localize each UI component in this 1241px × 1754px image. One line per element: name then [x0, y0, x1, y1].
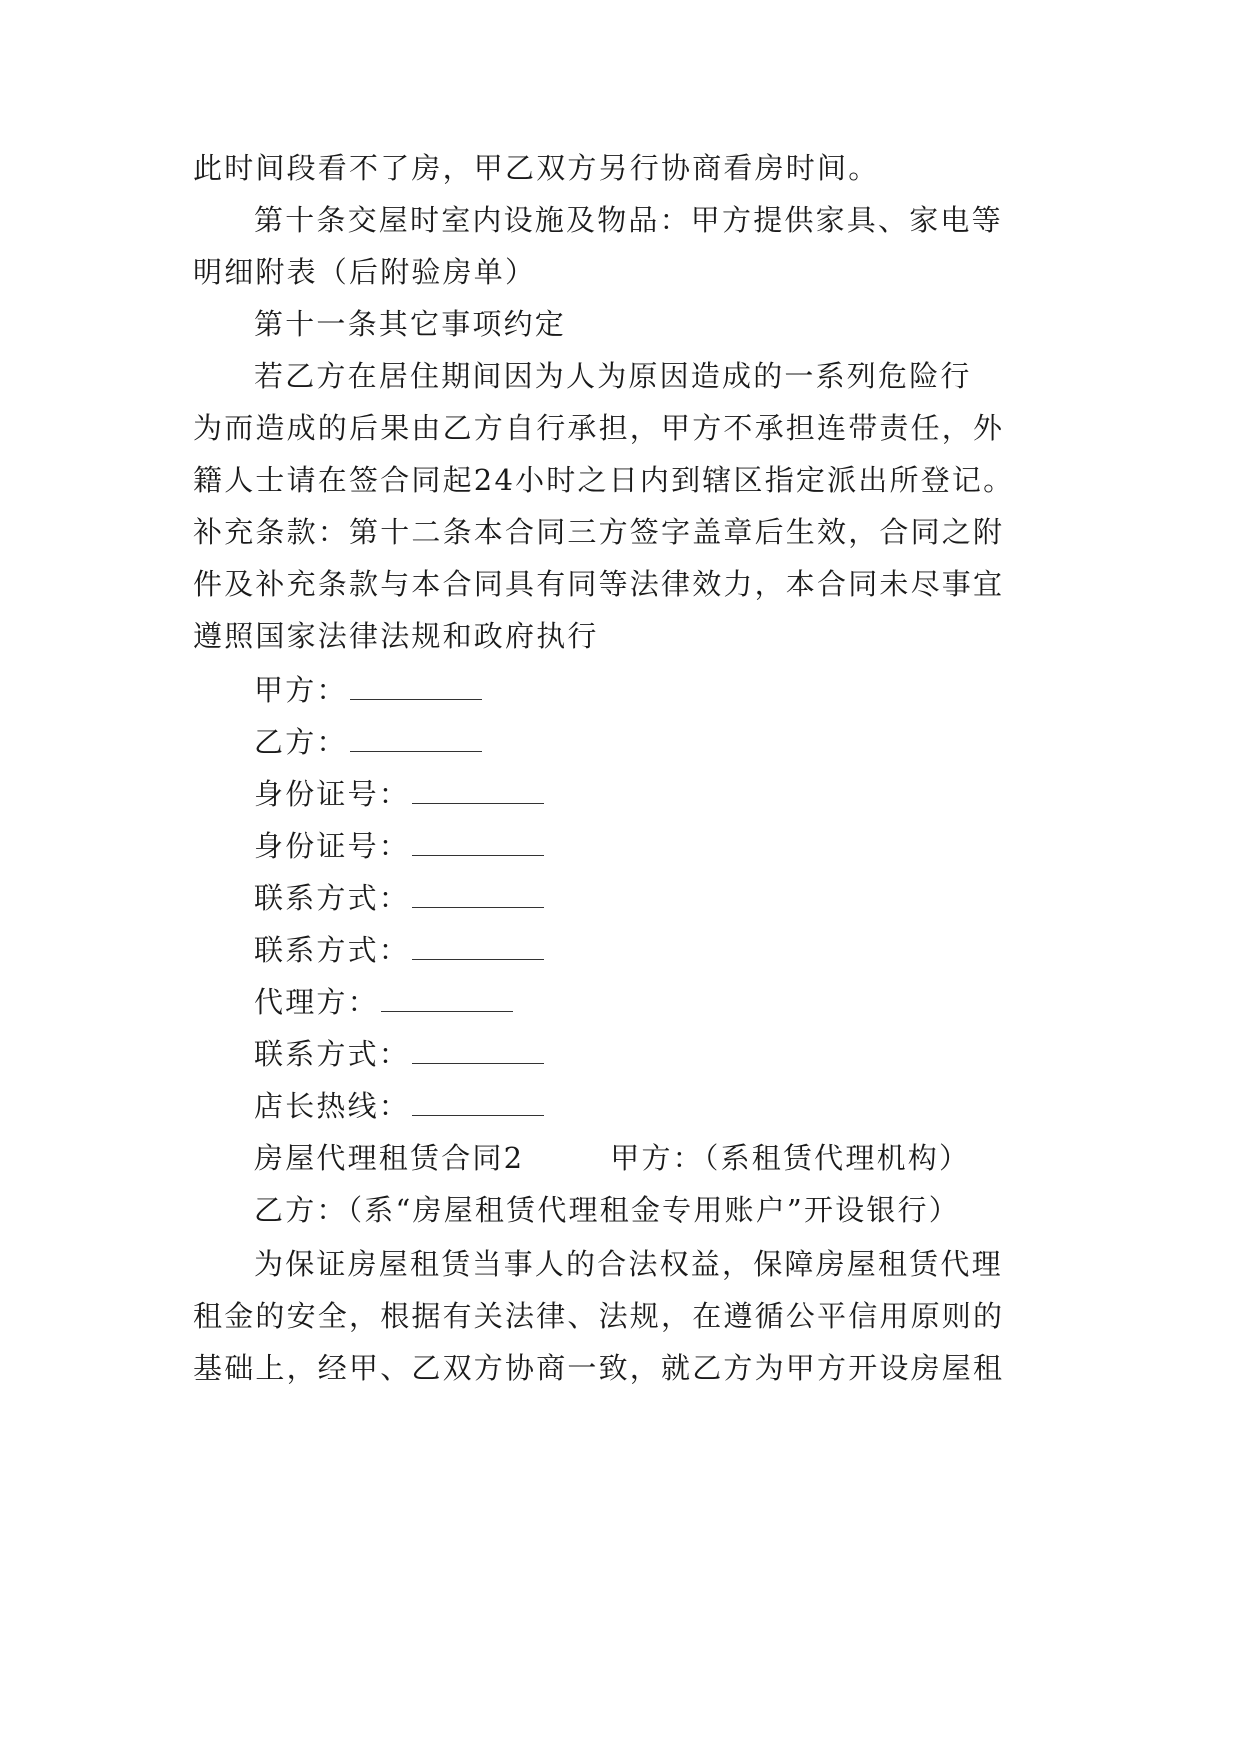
paragraph-line: 为而造成的后果由乙方自行承担，甲方不承担连带责任，外 — [193, 411, 1005, 445]
blank-line — [412, 1089, 544, 1116]
signature-field-agent — [254, 982, 513, 1022]
blank-line — [412, 933, 544, 960]
signature-field-party-b — [254, 722, 482, 762]
contract2-title: 房屋代理租赁合同2 — [254, 1141, 525, 1175]
paragraph-line: 若乙方在居住期间因为人为原因造成的一系列危险行 — [254, 359, 972, 393]
signature-field-contact — [254, 1034, 544, 1074]
field-label: 联系方式： — [254, 933, 411, 967]
blank-line — [350, 673, 482, 700]
signature-field-manager-hotline — [254, 1086, 544, 1126]
paragraph-line: 籍人士请在签合同起24小时之日内到辖区指定派出所登记。 — [193, 463, 1015, 497]
field-label: 身份证号： — [254, 829, 411, 863]
contract2-party-a: 甲方：（系租赁代理机构） — [610, 1141, 971, 1175]
blank-line — [381, 985, 513, 1012]
supplementary-clause-line: 补充条款：第十二条本合同三方签字盖章后生效，合同之附 — [193, 515, 1005, 549]
contract2-title-line — [254, 1138, 970, 1178]
signature-field-contact — [254, 878, 544, 918]
blank-line — [412, 1037, 544, 1064]
field-label: 联系方式： — [254, 1037, 411, 1071]
field-label: 甲方： — [254, 673, 348, 707]
field-label: 店长热线： — [254, 1089, 411, 1123]
paragraph-line: 此时间段看不了房，甲乙双方另行协商看房时间。 — [193, 151, 880, 185]
paragraph-line: 件及补充条款与本合同具有同等法律效力，本合同未尽事宜 — [193, 567, 1005, 601]
blank-line — [412, 777, 544, 804]
paragraph-line: 明细附表（后附验房单） — [193, 255, 537, 289]
paragraph-line: 为保证房屋租赁当事人的合法权益，保障房屋租赁代理 — [254, 1247, 1003, 1281]
field-label: 代理方： — [254, 985, 379, 1019]
article-11-heading: 第十一条其它事项约定 — [254, 307, 567, 341]
signature-field-contact — [254, 930, 544, 970]
contract2-party-b: 乙方：（系“房屋租赁代理租金专用账户”开设银行） — [254, 1193, 960, 1227]
blank-line — [412, 881, 544, 908]
field-label: 乙方： — [254, 725, 348, 759]
blank-line — [412, 829, 544, 856]
paragraph-line: 租金的安全，根据有关法律、法规，在遵循公平信用原则的 — [193, 1299, 1005, 1333]
paragraph-line: 遵照国家法律法规和政府执行 — [193, 619, 599, 653]
field-label: 联系方式： — [254, 881, 411, 915]
field-label: 身份证号： — [254, 777, 411, 811]
signature-field-id-number — [254, 774, 544, 814]
signature-field-id-number — [254, 826, 544, 866]
blank-line — [350, 725, 482, 752]
signature-field-party-a — [254, 670, 482, 710]
article-10-line: 第十条交屋时室内设施及物品：甲方提供家具、家电等 — [254, 203, 1003, 237]
paragraph-line: 基础上，经甲、乙双方协商一致，就乙方为甲方开设房屋租 — [193, 1351, 1005, 1385]
